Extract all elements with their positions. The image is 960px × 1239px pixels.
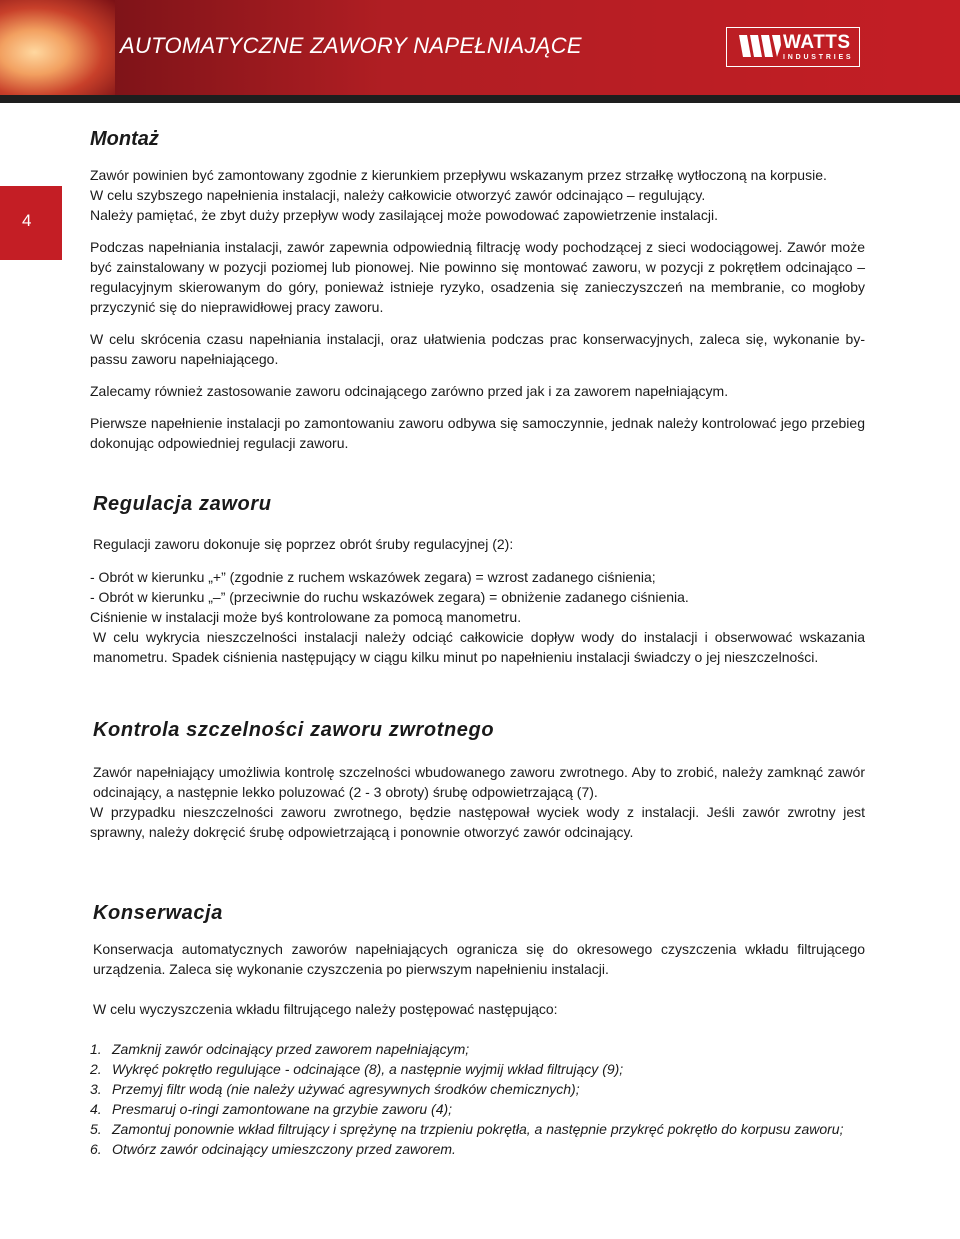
page-title: AUTOMATYCZNE ZAWORY NAPEŁNIAJĄCE [120,33,582,58]
step-text: Zamknij zawór odcinający przed zaworem napełniającym; [112,1041,470,1057]
paragraph: Ciśnienie w instalacji może byś kontrolowane za pomocą manometru. [90,609,522,625]
step-text: Zamontuj ponownie wkład filtrujący i sprężynę na trzpieniu pokrętła, a następnie przykręć pokrętło do korpusu zaworu; [112,1121,844,1137]
watts-logo [726,27,860,67]
logo-subtext: INDUSTRIES [783,54,854,61]
step-text: Wykręć pokrętło regulujące - odcinające (8), a następnie wyjmij wkład filtrujący (9); [112,1061,624,1077]
step-text: Presmaruj o-ringi zamontowane na grzybie zaworu (4); [112,1101,453,1117]
list-line: - Obrót w kierunku „+” (zgodnie z ruchem wskazówek zegara) = wzrost zadanego ciśnienia; [90,569,656,585]
paragraph: Zalecamy również zastosowanie zaworu odcinającego zarówno przed jak i za zaworem napełniającym. [90,383,729,399]
list-item [90,1119,865,1139]
paragraph: W celu skrócenia czasu napełniania instalacji, oraz ułatwienia podczas prac konserwacyjnych, zaleca się, wykonanie by-passu zaworu napełniającego. [90,331,865,367]
paragraph: W celu szybszego napełnienia instalacji, należy całkowicie otworzyć zawór odcinająco – regulujący. [90,187,706,203]
paragraph: Zawór powinien być zamontowany zgodnie z kierunkiem przepływu wskazanym przez strzałkę wytłoczoną na korpusie. [90,167,827,183]
step-number: 1. [90,1041,102,1057]
watts-logo-icon [739,35,781,57]
section-heading-konserwacja: Konserwacja [93,902,223,924]
section-heading-regulacja: Regulacja zaworu [93,493,272,515]
paragraph: Należy pamiętać, że zbyt duży przepływ wody zasilającej może powodować zapowietrzenie instalacji. [90,207,718,223]
step-number: 2. [90,1061,102,1077]
step-number: 6. [90,1141,102,1157]
step-number: 5. [90,1121,102,1137]
paragraph: Konserwacja automatycznych zaworów napełniających ogranicza się do okresowego czyszczenia wkładu filtrującego urządzenia. Zaleca się wykonanie czyszczenia po pierwszym napełnieniu instalacji. [93,941,865,977]
logo-text: WATTS [783,32,851,53]
list-item [90,1139,865,1159]
page-number-tab [0,186,62,260]
list-item [90,1039,865,1059]
paragraph: W przypadku nieszczelności zaworu zwrotnego, będzie następował wyciek wody z instalacji. Jeśli zawór zwrotny jest sprawny, należy dokręcić śrubę odpowietrzającą i ponownie otworzyć zawór odcinający. [90,804,865,840]
paragraph: Regulacji zaworu dokonuje się poprzez obrót śruby regulacyjnej (2): [93,536,514,552]
header-bar [0,0,960,95]
paragraph: W celu wyczyszczenia wkładu filtrującego należy postępować następująco: [93,1001,558,1017]
step-text: Otwórz zawór odcinający umieszczony przed zaworem. [112,1141,456,1157]
step-number: 3. [90,1081,102,1097]
maintenance-steps-list [90,1039,865,1159]
paragraph: Pierwsze napełnienie instalacji po zamontowaniu zaworu odbywa się samoczynnie, jednak należy kontrolować jego przebieg dokonując odpowiedniej regulacji zaworu. [90,415,865,451]
section-heading-kontrola: Kontrola szczelności zaworu zwrotnego [93,719,495,741]
step-number: 4. [90,1101,102,1117]
paragraph: Zawór napełniający umożliwia kontrolę szczelności wbudowanego zaworu zwrotnego. Aby to zrobić, należy zamknąć zawór odcinający, a następnie lekko poluzować (2 - 3 obroty) śrubę odpowietrzającą (7). [93,764,865,800]
header-divider [0,95,960,103]
header-photo [0,0,115,95]
list-item [90,1059,865,1079]
section-heading-montaz: Montaż [90,128,159,150]
list-line: - Obrót w kierunku „–” (przeciwnie do ruchu wskazówek zegara) = obniżenie zadanego ciśnienia. [90,589,689,605]
step-text: Przemyj filtr wodą (nie należy używać agresywnych środków chemicznych); [112,1081,580,1097]
list-item [90,1099,865,1119]
page-number: 4 [22,211,32,230]
list-item [90,1079,865,1099]
main-content [90,128,865,1159]
paragraph: W celu wykrycia nieszczelności instalacji należy odciąć całkowicie dopływ wody do instalacji i obserwować wskazania manometru. Spadek ciśnienia następujący w ciągu kilku minut po napełnieniu instalacji świadczy o jej nieszczelności. [93,629,865,665]
paragraph: Podczas napełniania instalacji, zawór zapewnia odpowiednią filtrację wody pochodzącej z sieci wodociągowej. Zawór może być zainstalowany w pozycji poziomej lub pionowej. Nie powinno się montować zaworu, w pozycji z pokrętłem odcinająco – regulacyjnym skierowanym do góry, ponieważ istnieje ryzyko, osadzenia się zanieczyszczeń na membranie, co mogłoby przyczynić się do nieprawidłowej pracy zaworu. [90,239,865,315]
